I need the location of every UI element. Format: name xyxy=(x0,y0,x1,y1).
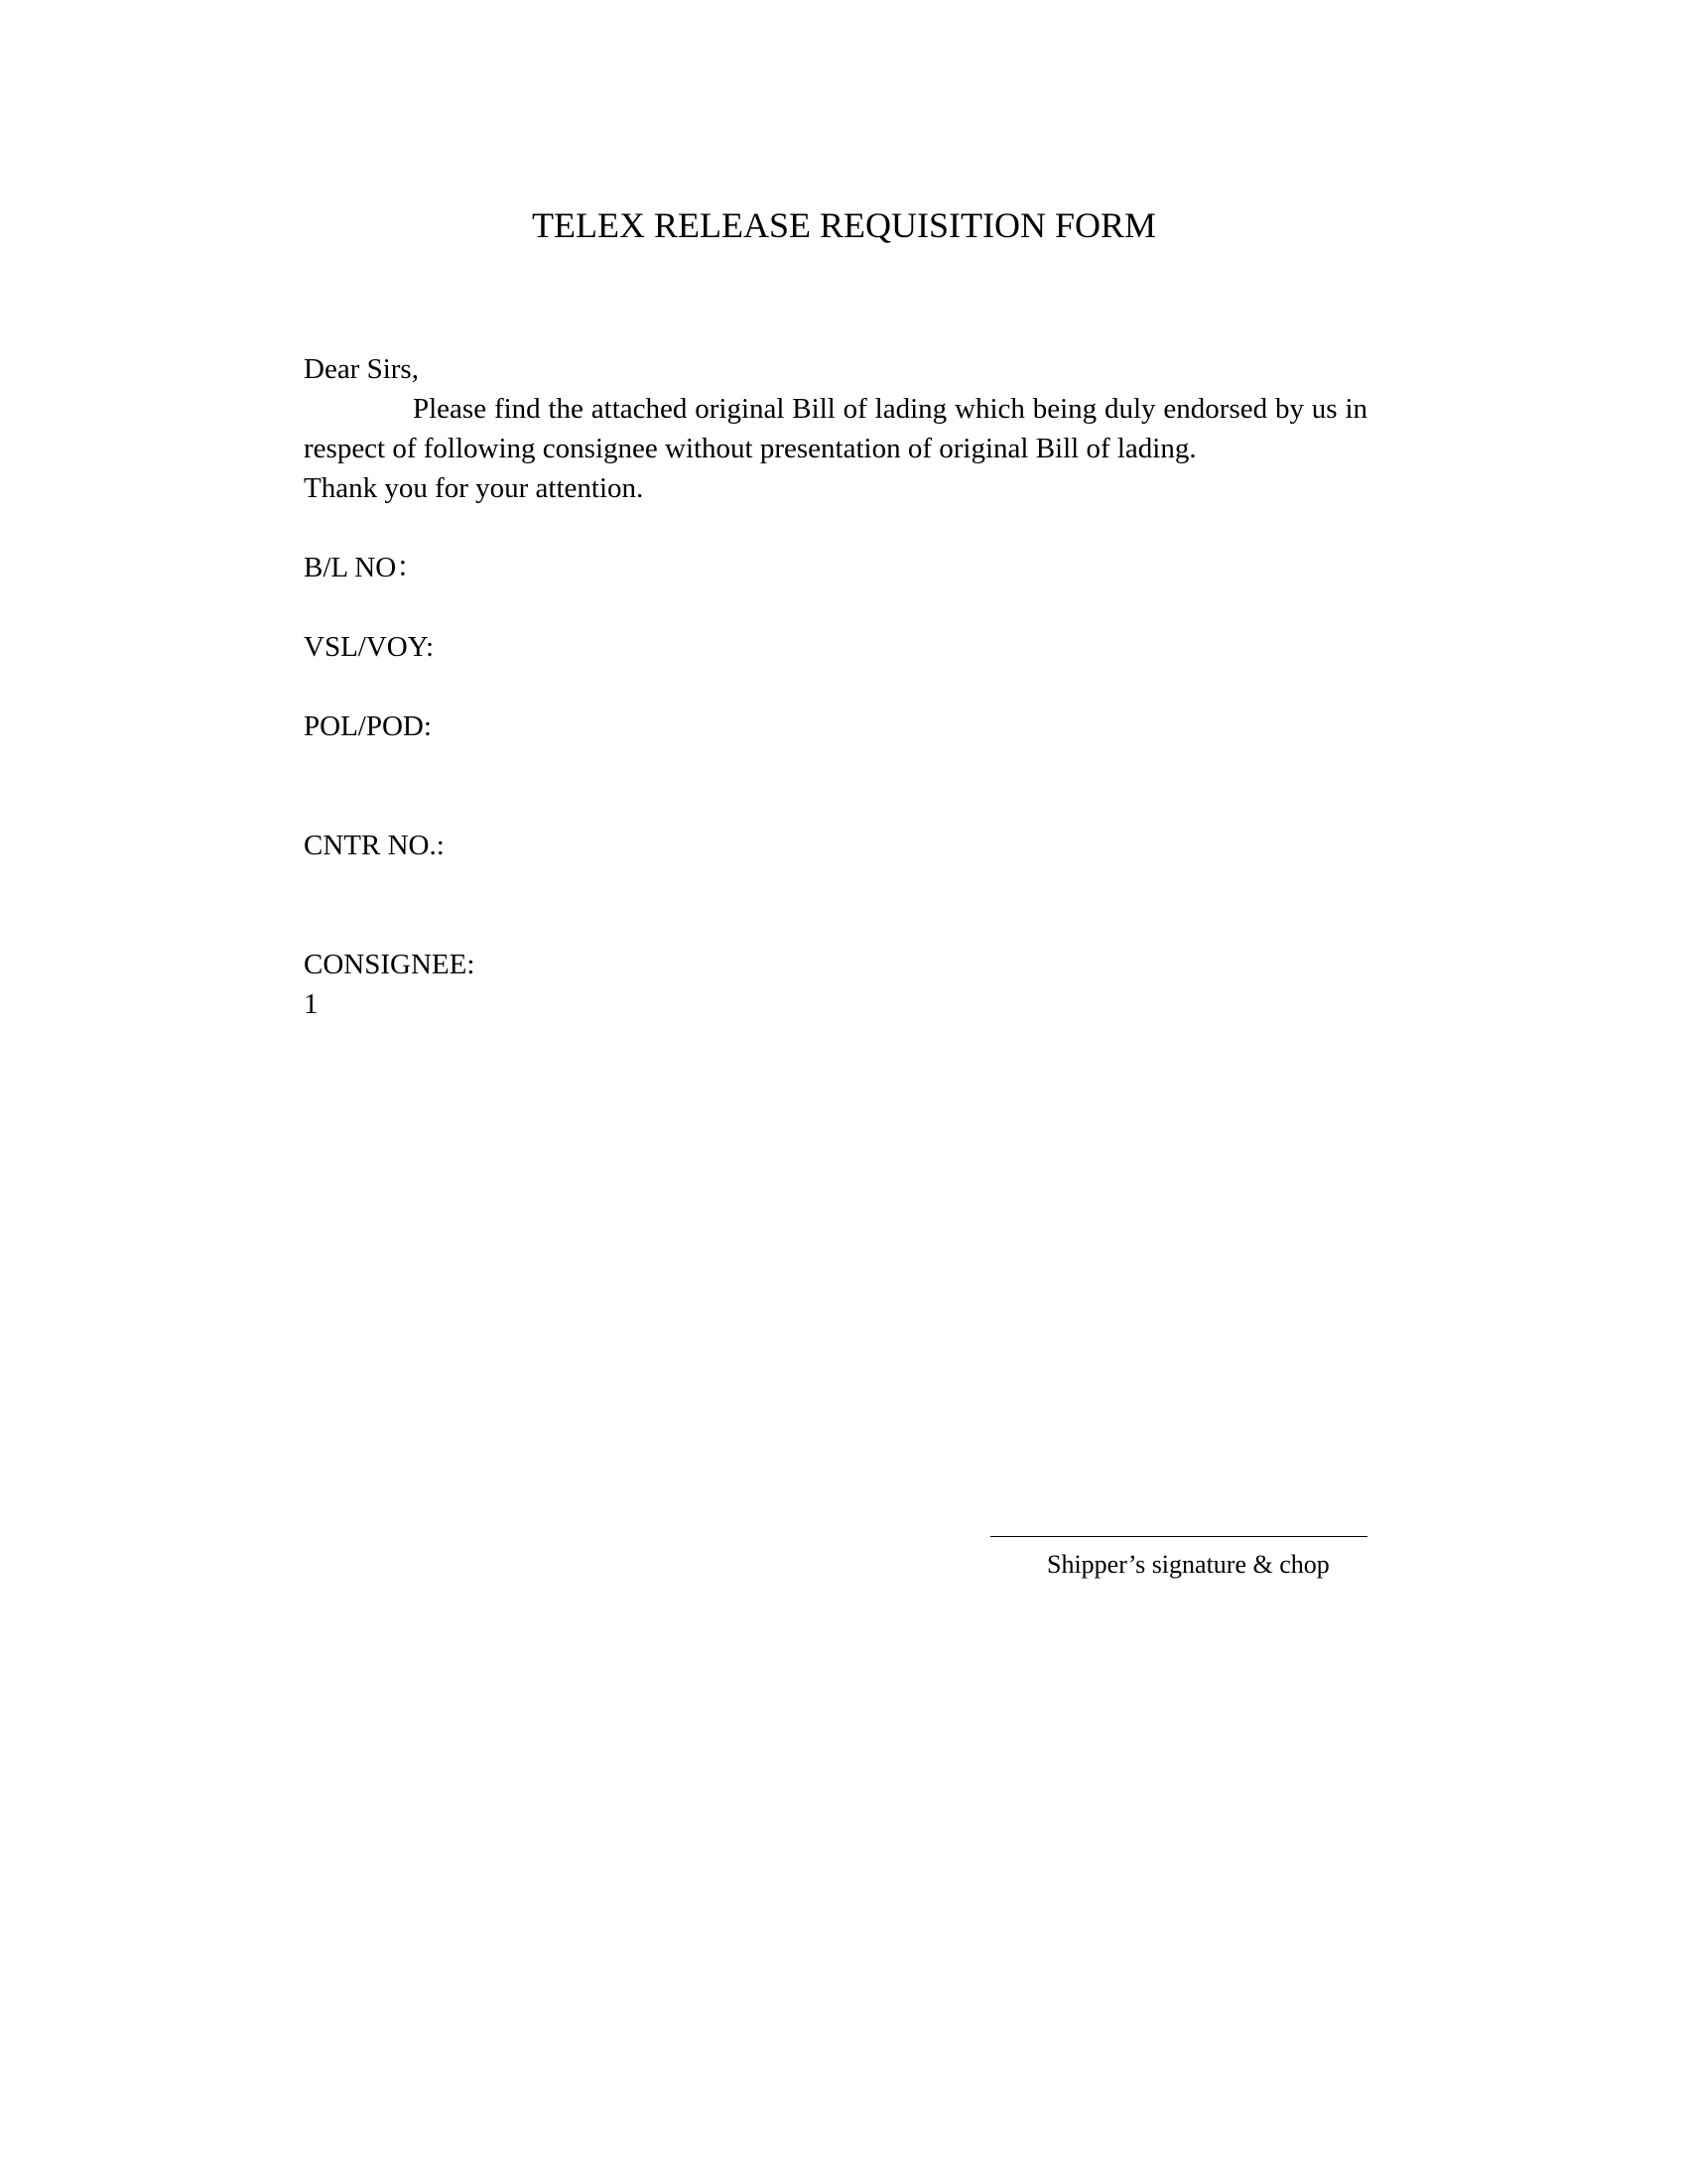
closing-line: Thank you for your attention. xyxy=(304,472,644,504)
form-title: TELEX RELEASE REQUISITION FORM xyxy=(532,205,1156,245)
container-number-label: CNTR NO.: xyxy=(304,830,445,861)
consignee-label: CONSIGNEE: xyxy=(304,949,475,980)
consignee-value: 1 xyxy=(304,988,319,1020)
vessel-voyage-label: VSL/VOY: xyxy=(304,631,435,663)
bl-number-label: B/L NO： xyxy=(304,552,426,583)
salutation: Dear Sirs, xyxy=(304,353,419,385)
request-paragraph xyxy=(304,389,1367,468)
signature-line xyxy=(990,1536,1367,1537)
signature-label: Shipper’s signature & chop xyxy=(1047,1550,1330,1579)
port-of-loading-discharge-label: POL/POD: xyxy=(304,710,432,742)
request-paragraph-text: Please find the attached original Bill of lading which being duly endorsed by us in respect of following consignee without presentation of original Bill of lading. xyxy=(304,393,1367,464)
